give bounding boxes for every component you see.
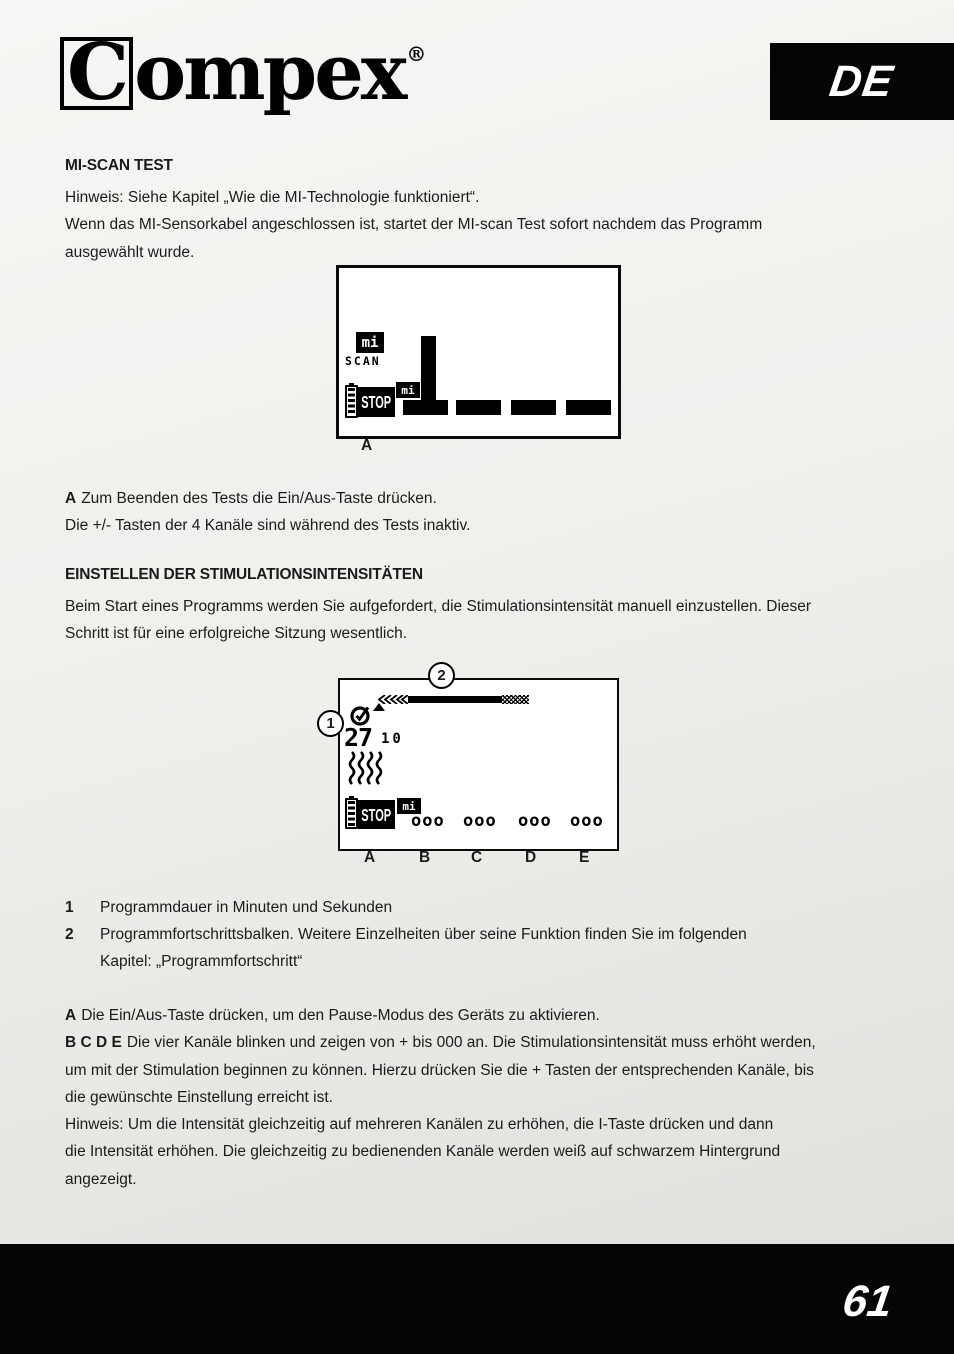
channel-baseline-bar [566,400,611,415]
channel-baseline-bar [511,400,556,415]
legend-line: Programmfortschrittsbalken. Weitere Einzelheiten über seine Funktion finden Sie im folgenden [100,926,747,943]
legend-line: Programmdauer in Minuten und Sekunden [100,899,393,916]
brand-initial: C [60,37,133,110]
channel-c-value: ooo [463,811,497,831]
lcd-screen-miscan [336,265,621,439]
channel-1-level-bar [421,336,436,402]
after-figure1-paragraph [65,485,470,540]
channel-label-d: D [525,849,537,866]
paragraph-line: Schritt ist für eine erfolgreiche Sitzung wesentlich. [65,625,408,643]
paragraph-line: ausgewählt wurde. [65,243,195,261]
progress-bar-fill [408,696,502,703]
language-badge-label: DE [827,56,898,106]
power-button-note: Zum Beenden des Tests die Ein/Aus-Taste drücken. [81,490,437,507]
legend-item-text [100,921,747,976]
paragraph-line [65,1029,816,1056]
mi-scan-paragraph [65,184,762,266]
stop-label: STOP [361,804,392,825]
mi-scan-heading: MI-SCAN TEST [65,157,173,174]
channel-baseline-bar [456,400,501,415]
legend-item-number: 2 [65,926,74,943]
label-bcde: B C D E [65,1034,122,1052]
mi-badge: mi [397,798,421,814]
time-seconds: 10 [381,731,404,747]
stop-badge [358,387,395,417]
paragraph-line: die Intensität erhöhen. Die gleichzeitig zu bedienenden Kanäle werden weiß auf schwarzem Hintergrund [65,1143,781,1161]
channel-e-value: ooo [570,811,604,831]
label-a: A [65,1007,77,1024]
label-a: A [65,490,77,507]
channel-label-b: B [419,849,431,866]
mi-badge: mi [356,332,384,353]
callout-1: 1 [317,710,344,737]
legend-item-text [100,894,392,921]
paragraph-line: angezeigt. [65,1170,137,1188]
channel-b-value: ooo [411,811,445,831]
channel-label-e: E [579,849,590,866]
paragraph-line [65,1002,816,1029]
channel-label-c: C [471,849,483,866]
mi-badge-small: mi [396,382,420,398]
page-number: 61 [839,1277,896,1326]
paragraph-line [65,485,470,512]
pause-mode-note: Die Ein/Aus-Taste drücken, um den Pause-Modus des Geräts zu aktivieren. [81,1007,600,1024]
progress-bar-remaining [502,695,529,704]
stop-badge [358,800,395,829]
paragraph-line: Wenn das MI-Sensorkabel angeschlossen ist, startet der MI-scan Test sofort nachdem das Programm [65,216,763,234]
battery-icon [345,798,358,829]
instructions-paragraph [65,1002,816,1193]
lcd-screen-intensity [338,678,619,851]
channels-blink-note: Die vier Kanäle blinken und zeigen von + bis 000 an. Die Stimulationsintensität muss erhöht werden, [126,1034,816,1052]
channel-label-a: A [364,849,376,866]
language-badge [770,43,954,120]
callout-2: 2 [428,662,455,689]
registered-trademark-icon: ® [406,42,427,66]
legend-line: Kapitel: „Programmfortschritt“ [100,953,303,971]
warmup-waves-icon [347,751,387,788]
compex-logo [60,27,427,118]
paragraph-line: Hinweis: Siehe Kapitel „Wie die MI-Technologie funktioniert“. [65,189,480,206]
legend-item-number: 1 [65,899,74,916]
channel-d-value: ooo [518,811,552,831]
paragraph-line: die gewünschte Einstellung erreicht ist. [65,1088,333,1106]
progress-marker-triangle-icon [373,703,385,711]
figure1-caption-a: A [361,437,373,454]
paragraph-line: um mit der Stimulation beginnen zu können. Hierzu drücken Sie die + Tasten der entsprechenden Kanäle, bis [65,1061,814,1079]
time-minutes: 27 [344,723,373,752]
brand-rest: ompex [134,27,405,118]
footer-bar [0,1244,954,1354]
scan-label: SCAN [345,354,381,368]
channel-baseline-bar [403,400,448,415]
channels-inactive-note: Die +/- Tasten der 4 Kanäle sind während des Tests inaktiv. [65,517,471,535]
stop-label: STOP [361,391,392,413]
battery-icon [345,385,358,418]
paragraph-line: Hinweis: Um die Intensität gleichzeitig auf mehreren Kanälen zu erhöhen, die I-Taste drücken und dann [65,1116,774,1134]
intensity-heading: EINSTELLEN DER STIMULATIONSINTENSITÄTEN [65,566,423,583]
progress-chevrons-icon [378,695,408,704]
paragraph-line: Beim Start eines Programms werden Sie aufgefordert, die Stimulationsintensität manuell einzustellen. Dieser [65,598,812,615]
intensity-paragraph [65,593,811,648]
